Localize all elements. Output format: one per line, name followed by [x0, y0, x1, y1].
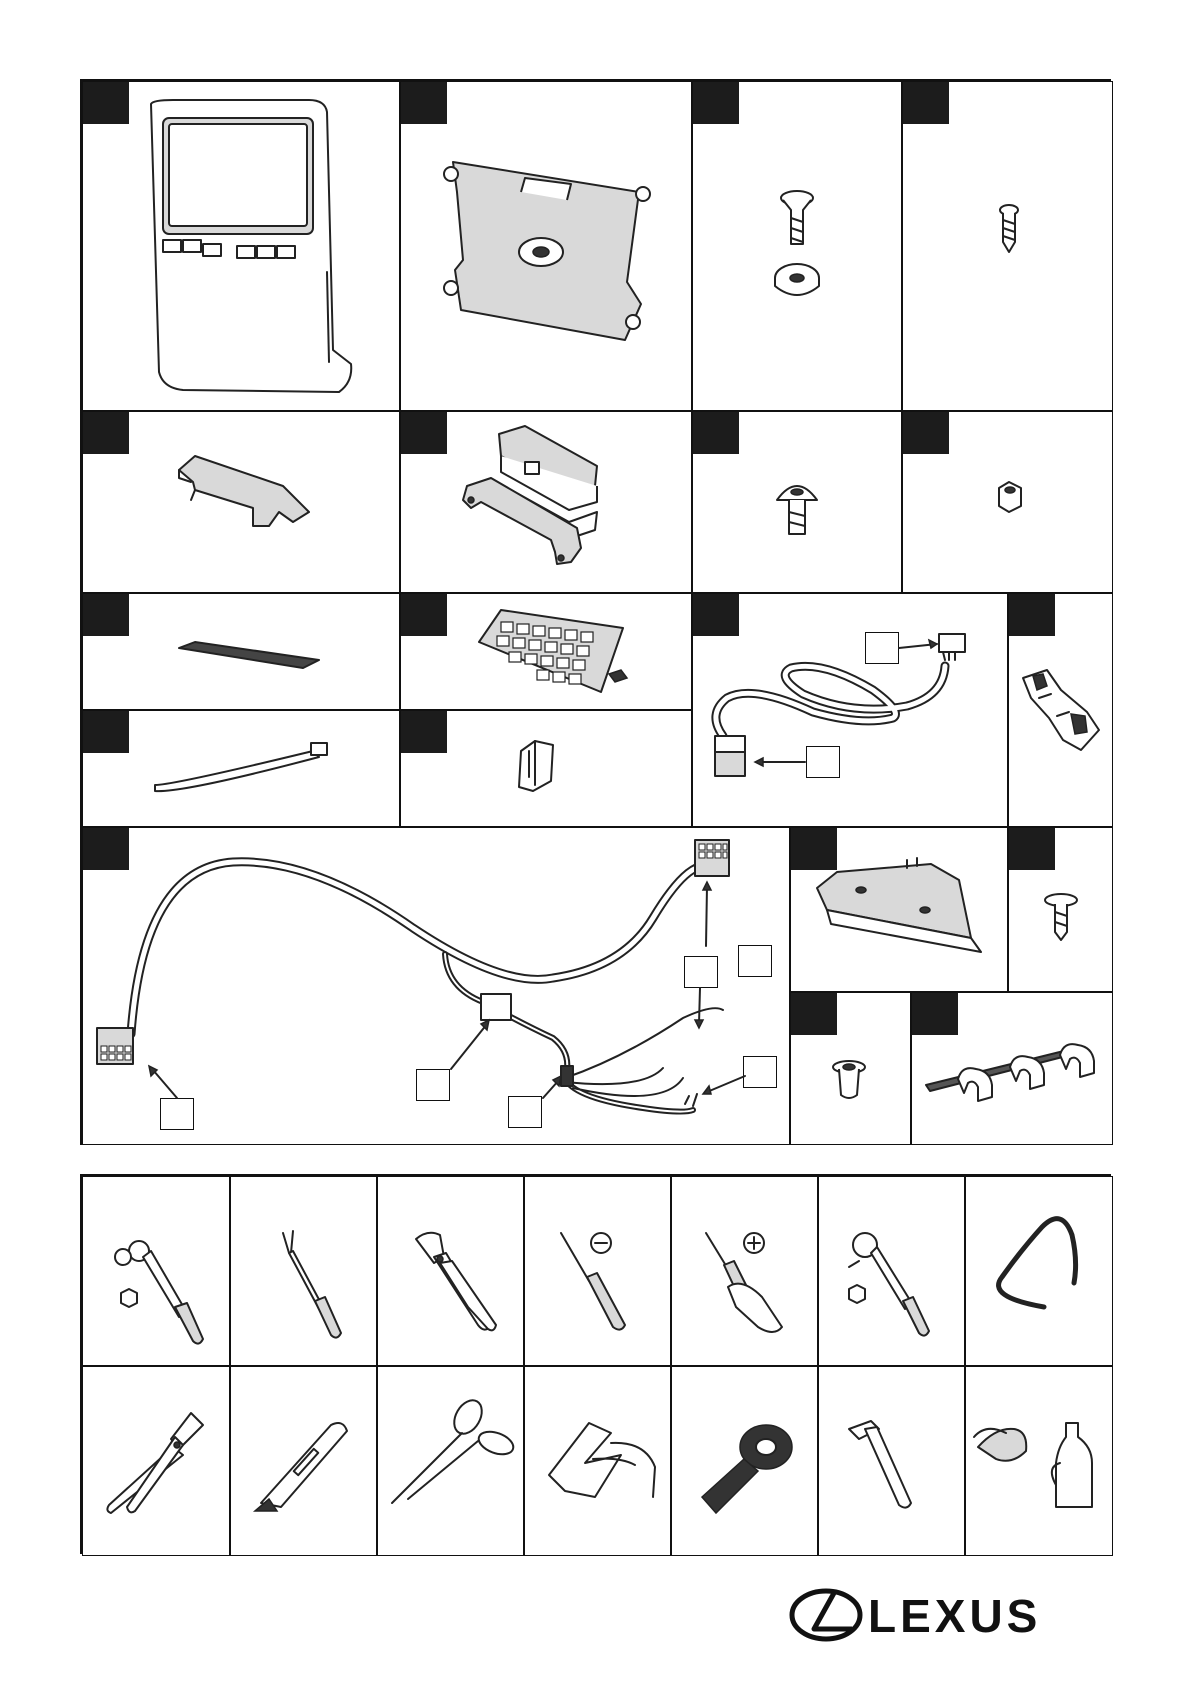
cleaner-and-cloth-icon: [966, 1367, 1114, 1557]
tool-cell: [377, 1176, 524, 1366]
part-cell-support-bracket: [400, 411, 692, 593]
part-cell-splice: [400, 710, 692, 827]
ratchet-icon: [819, 1177, 966, 1367]
part-cell-cable-tie: [82, 710, 400, 827]
tool-cell: [818, 1366, 965, 1556]
splice-connector-icon: [401, 711, 693, 828]
tool-cell: [671, 1366, 818, 1556]
adhesive-strip-icon: [83, 594, 401, 711]
support-bracket-icon: [401, 412, 693, 594]
part-cell-adhesive-strip: [82, 593, 400, 710]
tool-cell: [671, 1176, 818, 1366]
rivet-nut-tool-icon: [525, 1367, 672, 1557]
rear-seat-display-icon: [83, 82, 401, 412]
main-wire-harness-icon: [83, 828, 791, 1146]
part-cell-rivet-nut: [790, 992, 911, 1145]
tool-cell: [524, 1366, 671, 1556]
nut-icon: [903, 412, 1114, 594]
tool-cell: [82, 1366, 230, 1556]
parts-grid: [80, 79, 1111, 1145]
part-cell-main-harness: [82, 827, 790, 1145]
connector-holder-icon: [1009, 594, 1114, 828]
hammer-icon: [819, 1367, 966, 1557]
electrical-tape-icon: [672, 1367, 819, 1557]
clamp-strip-icon: [912, 993, 1114, 1146]
tool-cell: [230, 1176, 377, 1366]
part-cell-button-bolt: [692, 411, 902, 593]
flat-screwdriver-icon: [525, 1177, 672, 1367]
phillips-screwdriver-icon: [672, 1177, 819, 1367]
tool-cell: [524, 1176, 671, 1366]
lexus-logo: [788, 1585, 1108, 1645]
tool-cell: [377, 1366, 524, 1556]
socket-wrench-icon: [83, 1177, 231, 1367]
screw-and-washer-icon: [693, 82, 903, 412]
part-cell-harness-cover: [790, 827, 1008, 992]
tool-cell: [230, 1366, 377, 1556]
foam-pad-sheet-icon: [401, 594, 693, 711]
water-pump-pliers-icon: [378, 1177, 525, 1367]
clip-screw-icon: [1009, 828, 1114, 993]
part-cell-small-bracket: [82, 411, 400, 593]
utility-knife-icon: [231, 1367, 378, 1557]
part-cell-display-harness: [692, 593, 1008, 827]
lexus-emblem-icon: [788, 1585, 868, 1645]
harness-cover-icon: [791, 828, 1009, 993]
rivet-nut-icon: [791, 993, 912, 1146]
tool-cell: [965, 1176, 1113, 1366]
tool-cell: [82, 1176, 230, 1366]
tool-cell: [965, 1366, 1113, 1556]
scissors-icon: [378, 1367, 525, 1557]
tool-cell: [818, 1176, 965, 1366]
button-head-bolt-icon: [693, 412, 903, 594]
part-cell-connector-holder: [1008, 593, 1113, 827]
diagonal-cutters-icon: [83, 1367, 231, 1557]
part-cell-tapping-screw: [902, 81, 1113, 411]
tools-grid: [80, 1174, 1111, 1554]
part-cell-clip-screw: [1008, 827, 1113, 992]
cable-tie-icon: [83, 711, 401, 828]
wire-hook-icon: [966, 1177, 1114, 1367]
display-harness-icon: [693, 594, 1009, 828]
small-bracket-icon: [83, 412, 401, 594]
part-cell-clamp-strip: [911, 992, 1113, 1145]
part-cell-nut: [902, 411, 1113, 593]
trim-removal-tool-icon: [231, 1177, 378, 1367]
part-cell-screw-washer: [692, 81, 902, 411]
part-cell-foam-sheet: [400, 593, 692, 710]
mounting-bracket-icon: [401, 82, 693, 412]
tapping-screw-icon: [903, 82, 1114, 412]
brand-wordmark: LEXUS: [868, 1590, 1042, 1642]
part-cell-bracket: [400, 81, 692, 411]
part-cell-display: [82, 81, 400, 411]
